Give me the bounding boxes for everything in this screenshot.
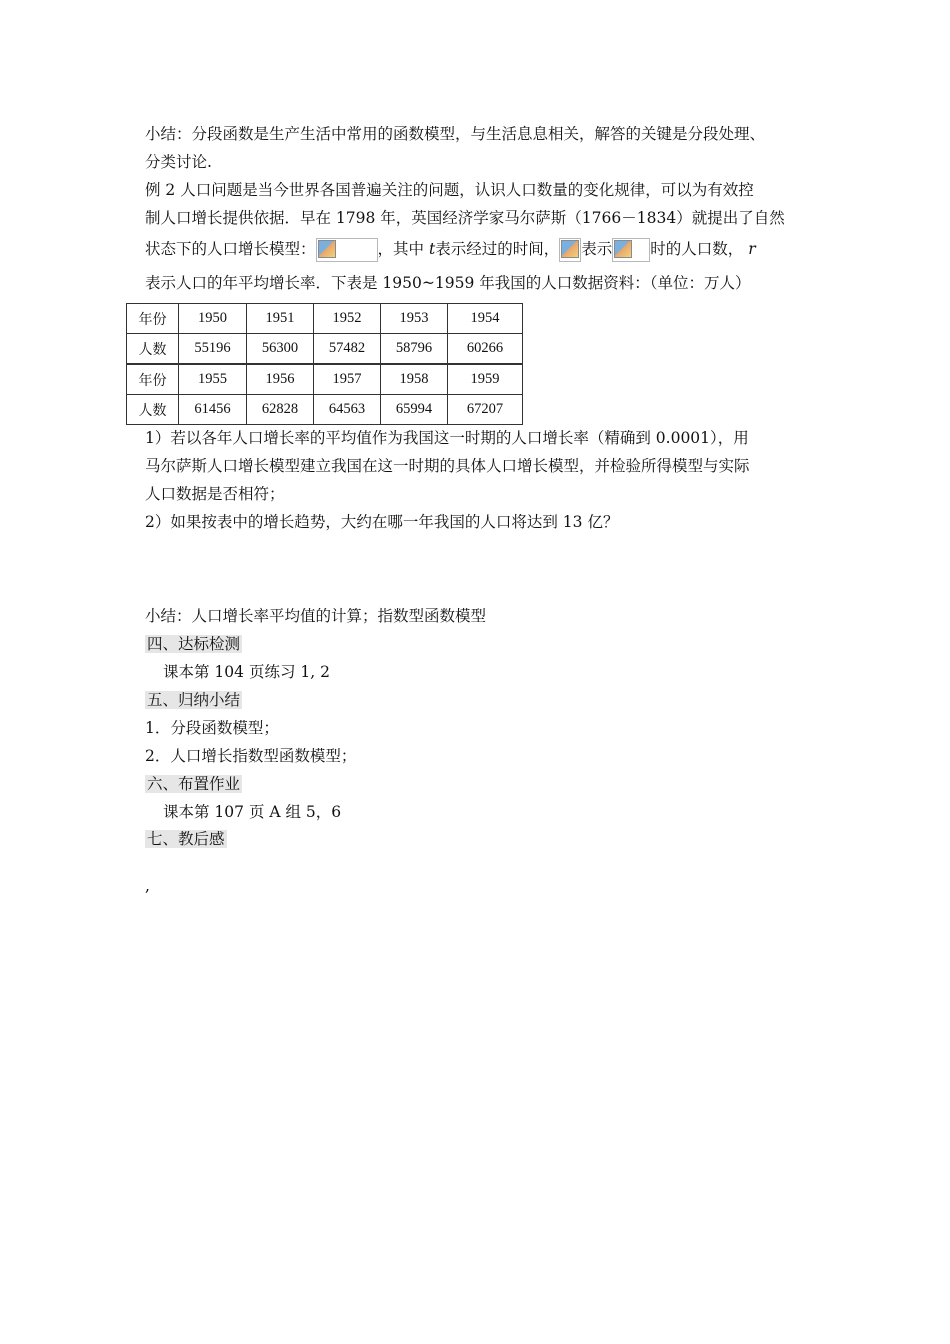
variable-t: t [428, 240, 436, 258]
table-cell: 1956 [247, 364, 314, 395]
formula-image-icon [316, 238, 378, 262]
example2-line3-a: 状态下的人口增长模型： [145, 240, 316, 258]
question1-line3: 人口数据是否相符； [145, 485, 285, 503]
table-cell: 57482 [314, 334, 381, 365]
table-cell: 55196 [179, 334, 247, 365]
example2-line3 [145, 236, 756, 262]
summary1-line2: 分类讨论. [145, 153, 212, 171]
table-cell: 1957 [314, 364, 381, 395]
question1-line2: 马尔萨斯人口增长模型建立我国在这一时期的具体人口增长模型，并检验所得模型与实际 [145, 457, 750, 475]
table-cell: 61456 [179, 395, 247, 425]
example2-line3-b: ，其中 [377, 240, 425, 258]
table-cell: 1958 [381, 364, 448, 395]
section4-body: 课本第 104 页练习 1, 2 [163, 663, 330, 681]
example2-line2: 制人口增长提供依据．早在 1798 年，英国经济学家马尔萨斯（1766－1834）就提出了自然 [145, 209, 785, 227]
trailing-mark: , [145, 877, 150, 895]
table-cell: 65994 [381, 395, 448, 425]
section6-body: 课本第 107 页 A 组 5，6 [163, 803, 342, 821]
formula-image-icon [559, 238, 581, 262]
table-row [127, 364, 523, 395]
example2-line1: 例 2 人口问题是当今世界各国普遍关注的问题，认识人口数量的变化规律，可以为有效控 [145, 181, 754, 199]
table-row [127, 304, 523, 334]
section7-title: 七、教后感 [147, 830, 225, 848]
table-cell: 62828 [247, 395, 314, 425]
table-cell: 64563 [314, 395, 381, 425]
row-label-year: 年份 [127, 364, 179, 395]
table-cell: 1953 [381, 304, 448, 334]
table-cell: 1951 [247, 304, 314, 334]
section4-title: 四、达标检测 [147, 635, 241, 653]
table-cell: 1955 [179, 364, 247, 395]
table-row [127, 334, 523, 365]
example2-line4: 表示人口的年平均增长率．下表是 1950~1959 年我国的人口数据资料：（单位：万人） [145, 274, 751, 292]
table-cell: 1954 [448, 304, 523, 334]
section5-title: 五、归纳小结 [147, 691, 241, 709]
summary2: 小结：人口增长率平均值的计算；指数型函数模型 [145, 607, 487, 625]
row-label-pop: 人数 [127, 395, 179, 425]
table-cell: 67207 [448, 395, 523, 425]
population-table [126, 303, 523, 425]
table-cell: 60266 [448, 334, 523, 365]
example2-line3-c: 表示经过的时间， [435, 240, 560, 258]
example2-line3-e: 时的人口数， [650, 240, 744, 258]
table-cell: 58796 [381, 334, 448, 365]
row-label-pop: 人数 [127, 334, 179, 365]
summary1-line1: 小结：分段函数是生产生活中常用的函数模型，与生活息息相关，解答的关键是分段处理、 [145, 125, 766, 143]
section5-item-1: 1．分段函数模型； [145, 719, 279, 737]
row-label-year: 年份 [127, 304, 179, 334]
formula-image-icon [612, 238, 650, 262]
question1-line1: 1）若以各年人口增长率的平均值作为我国这一时期的人口增长率（精确到 0.0001），用 [145, 429, 749, 447]
table-cell: 1952 [314, 304, 381, 334]
table-cell: 1959 [448, 364, 523, 395]
table-cell: 56300 [247, 334, 314, 365]
section5-item-2: 2．人口增长指数型函数模型； [145, 747, 357, 765]
example2-line3-d: 表示 [581, 240, 613, 258]
section6-title: 六、布置作业 [147, 775, 241, 793]
question2: 2）如果按表中的增长趋势，大约在哪一年我国的人口将达到 13 亿？ [145, 513, 619, 531]
table-cell: 1950 [179, 304, 247, 334]
table-row [127, 395, 523, 425]
variable-r: r [748, 240, 756, 258]
